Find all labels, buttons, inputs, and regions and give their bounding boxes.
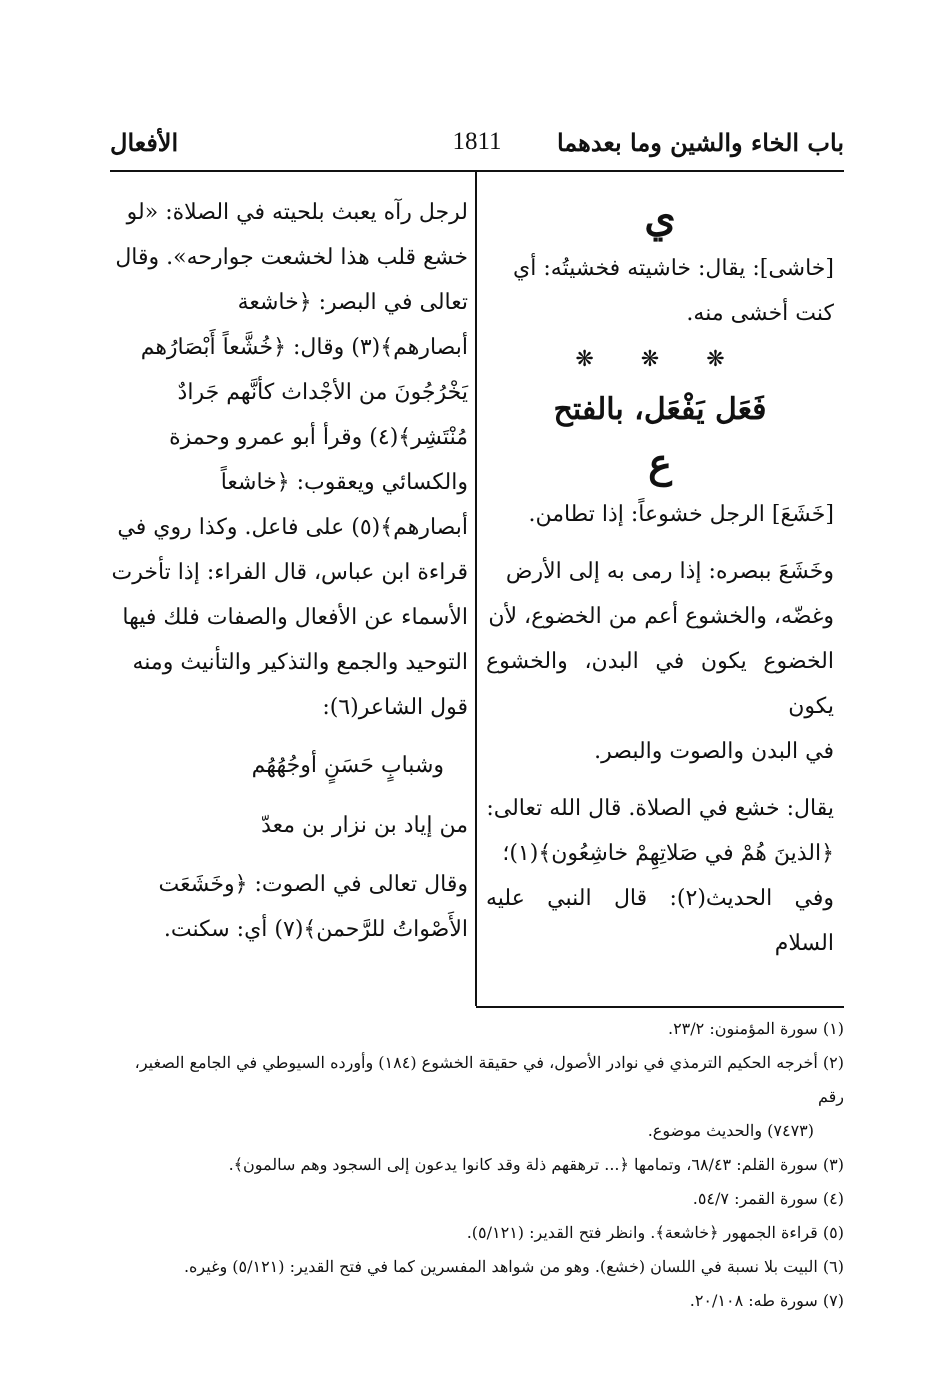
section-title: فَعَل يَفْعَل، بالفتح	[553, 392, 767, 427]
body-line: التوحيد والجمع والتذكير والتأنيث ومنه	[132, 650, 468, 675]
page-number: 1811	[452, 128, 502, 155]
body-line: مُنْتَشِر﴾(٤) وقرأ أبو عمرو وحمزة	[169, 425, 468, 450]
basar-line: في البدن والصوت والبصر.	[594, 739, 834, 764]
body-line: أبصارهم﴾(٣) وقال: ﴿خُشَّعاً أَبْصَارُهم	[140, 335, 468, 360]
entry-khashi-line-2: كنت أخشى منه.	[686, 301, 834, 326]
body-line: خشع قلب هذا لخشعت جوارحه». وقال	[115, 245, 468, 270]
footnote: (٣) سورة القلم: ٦٨/٤٣، وتمامها ﴿... ترهقهم ذلة وقد كانوا يدعون إلى السجود وهم سالمون﴾.	[228, 1155, 844, 1174]
footnote-rule	[476, 1006, 844, 1008]
column-divider	[475, 172, 477, 1006]
section-label: الأفعال	[110, 128, 179, 157]
body-line: لرجل رآه يعبث بلحيته في الصلاة: «لو	[126, 200, 468, 225]
page-header	[110, 120, 844, 160]
body-line: قراءة ابن عباس، قال الفراء: إذا تأخرت	[111, 560, 468, 585]
separator-stars: ❋ ❋ ❋	[575, 347, 745, 372]
basar-line: وخَشَعَ ببصره: إذا رمى به إلى الأرض	[505, 559, 834, 584]
letter-heading-ain: ع	[648, 440, 672, 487]
footnote: (١) سورة المؤمنون: ٢٣/٢.	[667, 1019, 844, 1038]
poetry-verse-1: وشبابٍ حَسَنٍ أوجُهُهُم	[251, 753, 444, 778]
footnote-continuation: (٧٤٧٣) والحديث موضوع.	[647, 1121, 814, 1140]
body-line: يَخْرُجُونَ من الأجْداث كأنَّهم جَرادٌ	[177, 380, 468, 405]
body-line: والكسائي ويعقوب: ﴿خاشعاً	[220, 470, 468, 495]
salah-line: وفي الحديث(٢): قال النبي عليه السلام	[486, 886, 834, 956]
body-line: الأسماء عن الأفعال والصفات فلك فيها	[122, 605, 468, 630]
entry-khashi-line-1: [خاشى]: يقال: خاشيته فخشيتُه: أي	[513, 256, 834, 281]
left-column	[110, 190, 468, 952]
footnote: (٦) البيت بلا نسبة في اللسان (خشع). وهو من شواهد المفسرين كما في فتح القدير: (٥/١٢١) وغيره.	[183, 1257, 844, 1276]
footnote: (٢) أخرجه الحكيم الترمذي في نوادر الأصول، في حقيقة الخشوع (١٨٤) وأورده السيوطي في الجامع الصغير، رقم	[134, 1053, 844, 1106]
sawt-line: الأَصْواتُ للرَّحمن﴾(٧) أي: سكنت.	[163, 917, 468, 942]
right-column	[486, 190, 834, 966]
poetry-verse-2: من إياد بن نزار بن معدّ	[261, 813, 468, 838]
chapter-title: باب الخاء والشين وما بعدهما	[556, 128, 844, 157]
header-rule	[110, 170, 844, 172]
letter-heading-ya: ي	[644, 194, 676, 241]
basar-line: الخضوع يكون في البدن، والخشوع يكون	[486, 649, 834, 719]
body-line: أبصارهم﴾(٥) على فاعل. وكذا روي في	[117, 515, 468, 540]
headword-khasha: [خَشَعَ] الرجل خشوعاً: إذا تطامن.	[528, 502, 834, 527]
sawt-line: وقال تعالى في الصوت: ﴿وخَشَعَت	[158, 872, 468, 897]
footnote: (٤) سورة القمر: ٥٤/٧.	[692, 1189, 844, 1208]
basar-line: وغضّه، والخشوع أعم من الخضوع، لأن	[488, 604, 834, 629]
salah-line: ﴿الذينَ هُمْ في صَلاتِهِمْ خاشِعُون﴾(١)؛	[502, 841, 834, 866]
salah-line: يقال: خشع في الصلاة. قال الله تعالى:	[486, 796, 834, 821]
footnote: (٥) قراءة الجمهور ﴿خاشعة﴾. وانظر فتح القدير: (٥/١٢١).	[466, 1223, 844, 1242]
body-line: تعالى في البصر: ﴿خاشعة	[237, 290, 468, 315]
footnote: (٧) سورة طه: ٢٠/١٠٨.	[689, 1291, 844, 1310]
footnotes	[110, 1012, 844, 1318]
body-line: قول الشاعر(٦):	[322, 695, 468, 720]
